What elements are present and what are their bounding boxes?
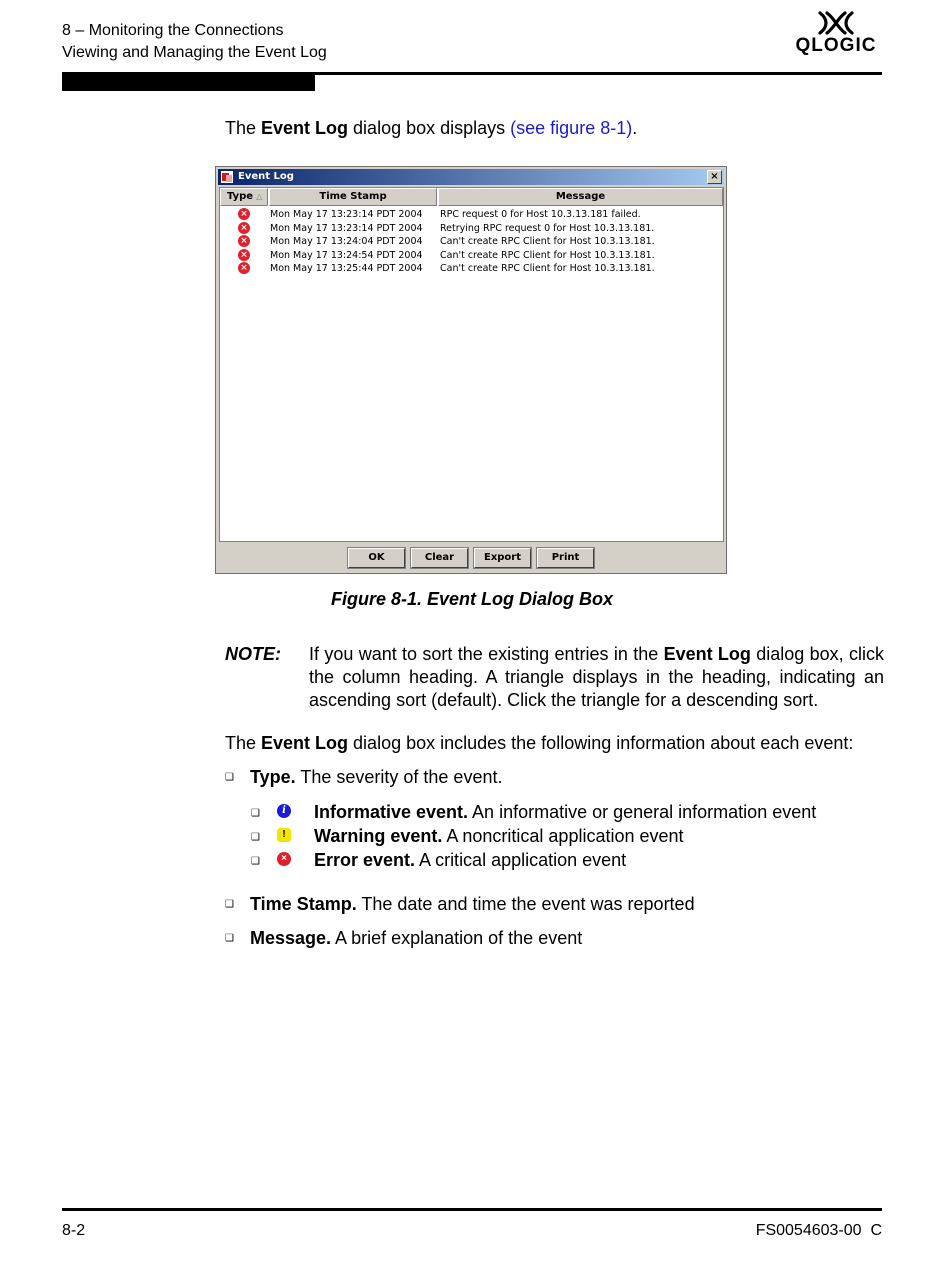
error-icon: ×	[277, 852, 291, 866]
cell-time-stamp: Mon May 17 13:24:04 PDT 2004	[270, 236, 423, 247]
para2-bold: Event Log	[261, 733, 349, 753]
note-text-end: dialog box, click the column heading. A triangle displays in the heading, indicating an ascending sort (default). Click the triangle for a descending sort.	[309, 644, 884, 710]
table-row[interactable]	[220, 249, 723, 263]
list-desc: A brief explanation of the event	[331, 928, 583, 948]
cell-message: Can't create RPC Client for Host 10.3.13.181.	[440, 236, 655, 247]
bullet-icon: ❑	[225, 933, 234, 944]
cell-message: RPC request 0 for Host 10.3.13.181 failed.	[440, 209, 641, 220]
note-label: NOTE:	[225, 644, 281, 664]
sublist-desc: An informative or general information event	[468, 802, 817, 822]
cell-time-stamp: Mon May 17 13:23:14 PDT 2004	[270, 209, 423, 220]
print-button[interactable]: Print	[537, 548, 594, 568]
warning-icon: !	[277, 828, 291, 842]
bullet-icon: ❑	[251, 856, 260, 867]
intro-text-mid: dialog box displays	[348, 118, 511, 138]
close-button[interactable]: ×	[707, 170, 722, 184]
footer-rule	[62, 1208, 882, 1211]
page-number: 8-2	[62, 1222, 86, 1239]
bullet-icon: ❑	[225, 899, 234, 910]
bullet-icon: ❑	[251, 808, 260, 819]
document-id: FS0054603-00 C	[755, 1222, 882, 1239]
list-item-time-stamp	[250, 893, 695, 915]
dialog-titlebar[interactable]	[218, 169, 724, 185]
clear-button[interactable]: Clear	[411, 548, 468, 568]
bullet-icon: ❑	[251, 832, 260, 843]
table-row[interactable]	[220, 262, 723, 276]
sublist-item-informative	[314, 801, 816, 823]
column-header-time-stamp[interactable]: Time Stamp	[269, 188, 437, 206]
column-type-label: Type	[227, 191, 254, 202]
note-bold: Event Log	[663, 644, 751, 664]
error-icon: ×	[238, 208, 250, 220]
intro-text: The	[225, 118, 262, 138]
export-button[interactable]: Export	[474, 548, 531, 568]
qlogic-mark-icon	[816, 10, 856, 36]
bullet-icon: ❑	[225, 772, 234, 783]
error-icon: ×	[238, 262, 250, 274]
list-desc: The severity of the event.	[295, 767, 503, 787]
error-icon: ×	[238, 222, 250, 234]
list-term: Message.	[250, 928, 332, 948]
sublist-term: Informative event.	[314, 802, 469, 822]
sublist-item-warning	[314, 825, 684, 847]
qlogic-logo	[790, 10, 882, 64]
table-row[interactable]	[220, 222, 723, 236]
list-term: Time Stamp.	[250, 894, 357, 914]
header-bar	[62, 75, 315, 91]
event-table[interactable]	[219, 187, 724, 542]
intro-paragraph	[225, 117, 637, 139]
cell-message: Retrying RPC request 0 for Host 10.3.13.181.	[440, 222, 655, 234]
sublist-term: Warning event.	[314, 826, 443, 846]
intro-text-end: .	[632, 118, 638, 138]
table-row[interactable]	[220, 235, 723, 249]
sublist-desc: A noncritical application event	[442, 826, 684, 846]
cell-message: Can't create RPC Client for Host 10.3.13.181.	[440, 263, 655, 274]
column-header-message[interactable]: Message	[438, 188, 723, 206]
logo-text: QLOGIC	[795, 35, 877, 56]
list-item-message	[250, 927, 582, 949]
list-term: Type.	[250, 767, 296, 787]
cell-time-stamp: Mon May 17 13:25:44 PDT 2004	[270, 263, 423, 274]
event-info-paragraph	[225, 732, 853, 754]
sublist-desc: A critical application event	[415, 850, 627, 870]
dialog-title: Event Log	[238, 171, 294, 182]
event-log-app-icon	[221, 171, 233, 183]
para2-text-end: dialog box includes the following information about each event:	[348, 733, 854, 753]
info-icon: i	[277, 804, 291, 818]
list-item-type	[250, 766, 502, 788]
ok-button[interactable]: OK	[348, 548, 405, 568]
chapter-header: 8 – Monitoring the Connections	[62, 22, 284, 39]
intro-bold: Event Log	[261, 118, 349, 138]
note-body	[309, 643, 884, 712]
column-header-type[interactable]	[220, 188, 268, 206]
figure-caption: Figure 8-1. Event Log Dialog Box	[330, 589, 614, 609]
para2-text: The	[225, 733, 262, 753]
sublist-term: Error event.	[314, 850, 416, 870]
list-desc: The date and time the event was reported	[356, 894, 695, 914]
sublist-item-error	[314, 849, 626, 871]
cell-time-stamp: Mon May 17 13:24:54 PDT 2004	[270, 249, 423, 261]
sort-triangle-icon[interactable]: △	[256, 192, 263, 201]
figure-link[interactable]: (see figure 8-1)	[510, 118, 633, 138]
error-icon: ×	[238, 235, 250, 247]
error-icon: ×	[238, 249, 250, 261]
cell-time-stamp: Mon May 17 13:23:14 PDT 2004	[270, 222, 423, 234]
note-text: If you want to sort the existing entries in the	[309, 644, 664, 664]
event-log-dialog	[215, 166, 727, 574]
table-row[interactable]	[220, 208, 723, 222]
section-header: Viewing and Managing the Event Log	[62, 44, 327, 61]
cell-message: Can't create RPC Client for Host 10.3.13.181.	[440, 249, 655, 261]
